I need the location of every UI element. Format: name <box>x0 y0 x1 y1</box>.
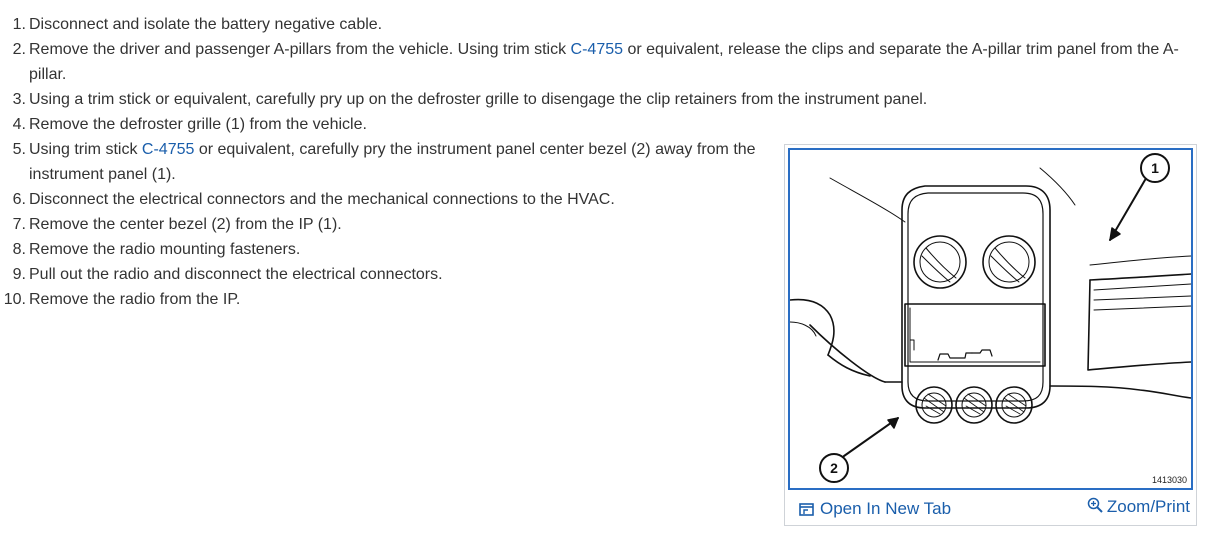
step-number: 8. <box>12 241 26 258</box>
open-new-tab-icon <box>799 503 814 516</box>
figure-panel <box>784 144 1197 526</box>
step-number: 7. <box>12 216 26 233</box>
step-number: 4. <box>12 116 26 133</box>
step-text: Disconnect the electrical connectors and the mechanical connections to the HVAC. <box>29 191 615 208</box>
step-number: 2. <box>12 41 26 58</box>
step-text-pre: Remove the driver and passenger A-pillars from the vehicle. Using trim stick <box>29 41 571 58</box>
step-5 <box>0 137 769 187</box>
step-number: 9. <box>12 266 26 283</box>
zoom-print-button[interactable] <box>1087 497 1190 517</box>
step-text: Using a trim stick or equivalent, carefully pry up on the defroster grille to disengage the clip retainers from the instrument panel. <box>29 91 928 108</box>
step-text: Remove the defroster grille (1) from the vehicle. <box>29 116 367 133</box>
figure-id: 1413030 <box>1151 475 1187 485</box>
magnifier-plus-icon <box>1087 497 1104 514</box>
figure-toolbar <box>785 491 1196 525</box>
step-number: 5. <box>12 141 26 158</box>
step-number: 6. <box>12 191 26 208</box>
zoom-print-label: Zoom/Print <box>1106 497 1190 516</box>
step-text: Remove the radio from the IP. <box>29 291 241 308</box>
step-1 <box>0 12 1180 37</box>
callout-2-label: 2 <box>830 460 838 476</box>
step-text-post: or equivalent, release the clips and separate the A-pillar trim panel from the A-pillar. <box>29 41 1179 83</box>
step-text: Remove the center bezel (2) from the IP (1). <box>29 216 342 233</box>
step-text: Remove the radio mounting fasteners. <box>29 241 301 258</box>
open-in-new-tab-label: Open In New Tab <box>820 499 952 518</box>
step-text: Disconnect and isolate the battery negative cable. <box>29 16 383 33</box>
tool-link-c4755[interactable]: C-4755 <box>141 141 195 158</box>
step-4 <box>0 112 1180 137</box>
step-text-pre: Using trim stick <box>29 141 142 158</box>
instrument-panel-illustration[interactable] <box>788 148 1193 490</box>
open-in-new-tab-button[interactable] <box>799 499 951 519</box>
callout-1-label: 1 <box>1151 160 1159 176</box>
step-text: Pull out the radio and disconnect the electrical connectors. <box>29 266 443 283</box>
step-number: 10. <box>3 291 26 308</box>
step-2 <box>0 37 1180 87</box>
step-text-post: or equivalent, carefully pry the instrument panel center bezel (2) away from the instrument panel (1). <box>29 141 756 183</box>
step-number: 3. <box>12 91 26 108</box>
dash-drawing <box>790 150 1191 488</box>
tool-link-c4755[interactable]: C-4755 <box>570 41 624 58</box>
step-3 <box>0 87 1180 112</box>
step-number: 1. <box>12 16 26 33</box>
